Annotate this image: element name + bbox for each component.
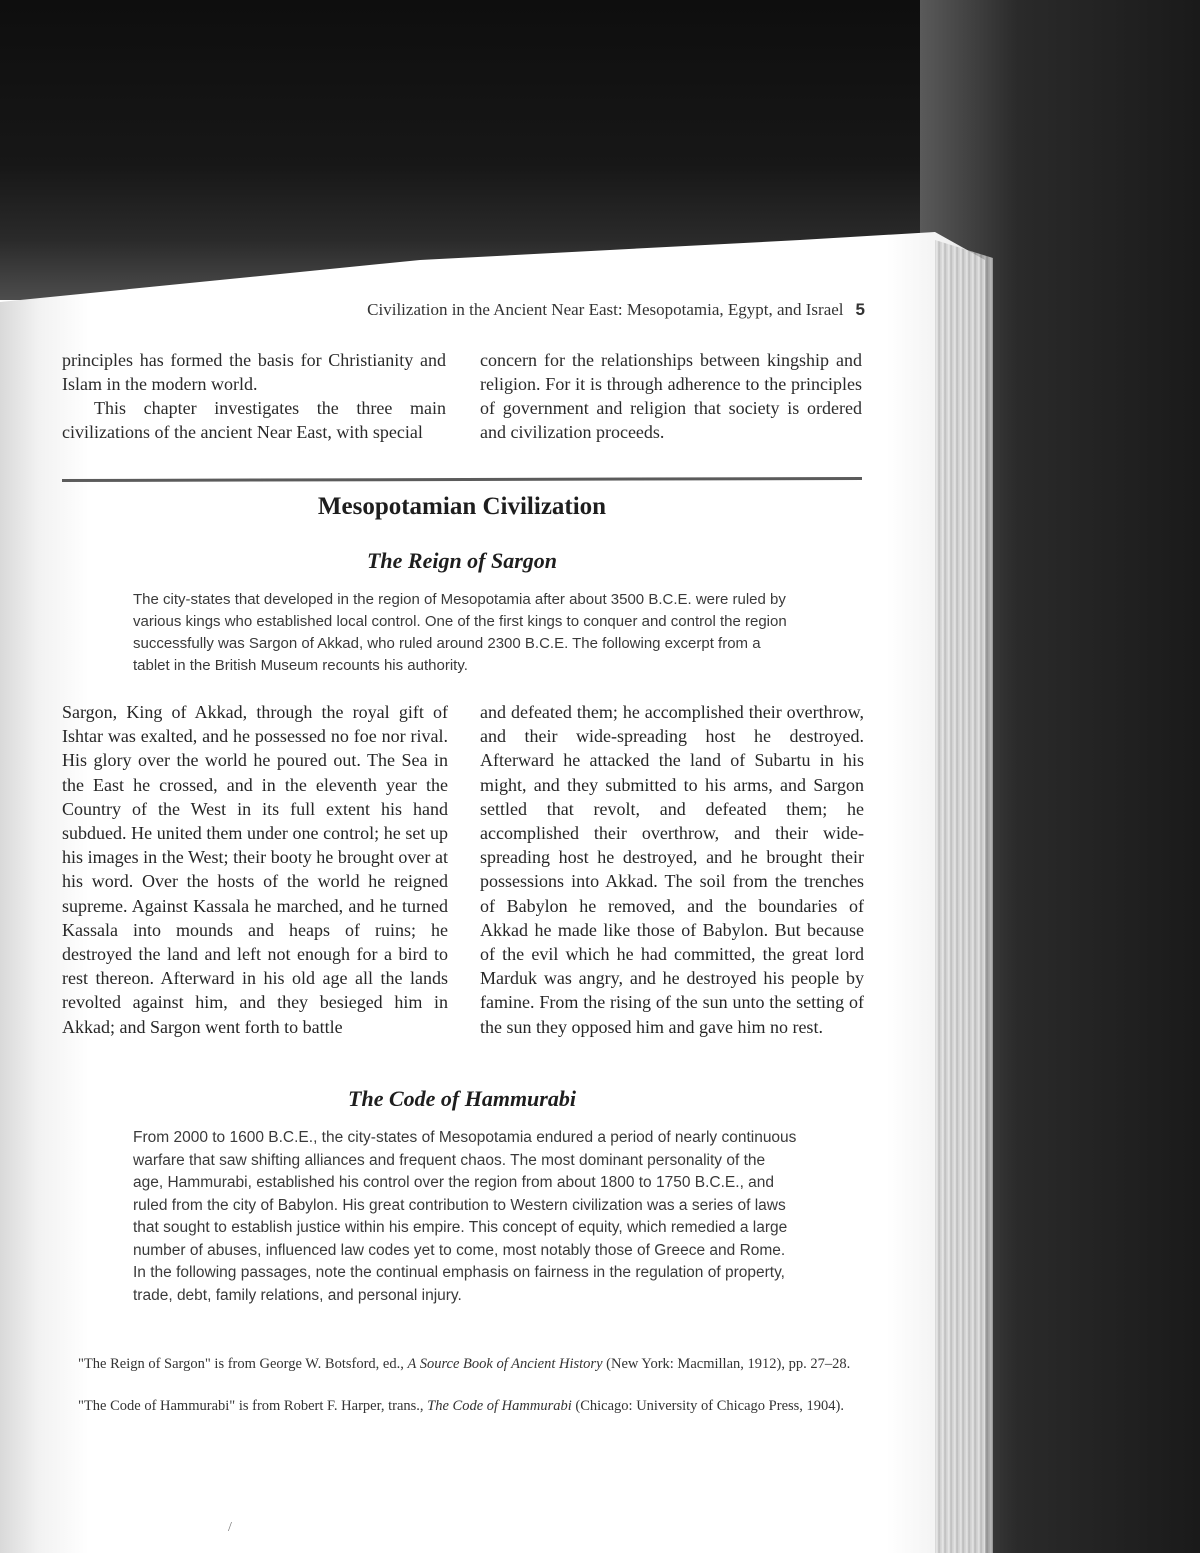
intro-paragraph: This chapter investigates the three main civilizations of the ancient Near East, with special [62,398,446,442]
page-number: 5 [855,300,865,319]
section-divider [62,477,862,482]
hammurabi-intro: From 2000 to 1600 B.C.E., the city-states of Mesopotamia endured a period of nearly continuous warfare that saw shifting alliances and frequent chaos. The most dominant personality of the age, Hammurabi, established his control over the region from about 1800 to 1750 B.C.E., and ruled from the city of Babylon. His great contribution to Western civilization was a series of laws that sought to establish justice within his empire. This concept of equity, which remedied a large number of abuses, influenced law codes yet to come, most notably those of Greece and Rome. In the following passages, note the continual emphasis on fairness in the regulation of property, trade, debt, family relations, and personal injury. [133,1129,797,1304]
sargon-intro: The city-states that developed in the region of Mesopotamia after about 3500 B.C.E. were ruled by various kings who established local control. One of the first kings to conquer and control the region successfully was Sargon of Akkad, who ruled around 2300 B.C.E. The following excerpt from a tablet in the British Museum recounts his authority. [133,591,787,674]
intro-left-column [62,348,446,444]
footnote-text: "The Code of Hammurabi" is from Robert F. Harper, trans., [78,1398,424,1414]
sargon-title: The Reign of Sargon [366,548,558,573]
running-head [310,300,865,320]
footnote-hammurabi [62,1396,867,1416]
footnote-text: "The Reign of Sargon" is from George W. Botsford, ed., [78,1356,404,1372]
running-head-title: Civilization in the Ancient Near East: Mesopotamia, Egypt, and Israel [367,300,844,319]
sargon-text-left: Sargon, King of Akkad, through the royal gift of Ishtar was exalted, and he possessed no foe nor rival. His glory over the world he poured out. The Sea in the East he crossed, and in the eleventh year the Country of the West in its full extent his hand subdued. He united them under one control; he set up his images in the West; their booty he brought over at his word. Over the hosts of the world he reigned supreme. Against Kassala he marched, and he turned Kassala into mounds and heaps of ruins; he destroyed the land and left not enough for a bird to rest thereon. Afterward in his old age all the lands revolted against him, and they besieged him in Akkad; and Sargon went forth to battle [62,702,448,1037]
footnote-text: (Chicago: University of Chicago Press, 1904). [575,1398,845,1414]
section-title: Mesopotamian Civilization [317,493,607,520]
footnote-sargon [62,1354,867,1374]
intro-paragraph: concern for the relationships between kingship and religion. For it is through adherence to the principles of government and religion that society is ordered and civilization proceeds. [480,350,862,442]
intro-paragraph: principles has formed the basis for Christianity and Islam in the modern world. [62,350,446,394]
scan-speck: / [228,1520,232,1535]
intro-right-column [480,348,862,444]
footnote-text: (New York: Macmillan, 1912), pp. 27–28. [606,1356,851,1372]
hammurabi-title: The Code of Hammurabi [348,1086,576,1111]
sargon-text-right: and defeated them; he accomplished their overthrow, and their wide-spreading host he destroyed. Afterward he attacked the land of Subartu in his might, and they submitted to his arms, and Sargon settled that revolt, and defeated them; he accomplished their overthrow, and their wide-spreading host he destroyed, and he brought their possessions into Akkad. The soil from the trenches of Babylon he removed, and the boundaries of Akkad he made like those of Babylon. But because of the evil which he had committed, the great lord Marduk was angry, and he destroyed his people by famine. From the rising of the sun unto the setting of the sun they opposed him and gave him no rest. [480,702,864,1037]
footnote-book-title: A Source Book of Ancient History [407,1356,603,1372]
footnote-book-title: The Code of Hammurabi [427,1398,572,1414]
